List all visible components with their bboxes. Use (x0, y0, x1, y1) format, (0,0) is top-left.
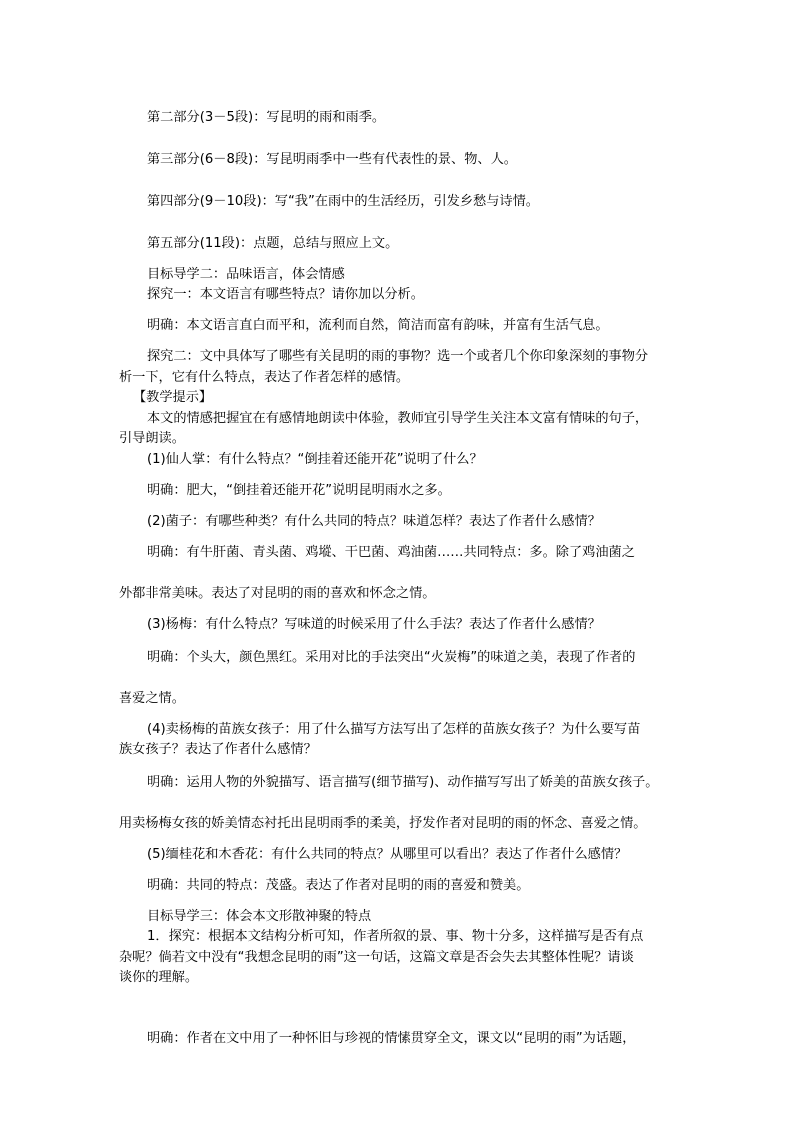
question-mushroom: (2)菌子：有哪些种类？有什么共同的特点？味道怎样？表达了作者什么感情？ (147, 514, 601, 529)
part-three-text: 第三部分(6－8段)：写昆明雨季中一些有代表性的景、物、人。 (147, 152, 517, 167)
teaching-tip-line-2: 引导朗读。 (119, 431, 185, 446)
question-cactus: (1)仙人掌：有什么特点？“倒挂着还能开花”说明了什么？ (147, 452, 483, 467)
answer-flowers: 明确：共同的特点：茂盛。表达了作者对昆明的雨的喜爱和赞美。 (147, 878, 530, 893)
question-flowers: (5)缅桂花和木香花：有什么共同的特点？从哪里可以看出？表达了作者什么感情？ (147, 847, 628, 862)
answer-girl-line-2: 用卖杨梅女孩的娇美情态衬托出昆明雨季的柔美，抒发作者对昆明的雨的怀念、喜爱之情。 (119, 816, 647, 831)
goal-three-heading: 目标导学三：体会本文形散神聚的特点 (147, 909, 372, 924)
inquiry-one-question: 探究一：本文语言有哪些特点？请你加以分析。 (147, 287, 424, 302)
part-two-text: 第二部分(3－5段)：写昆明的雨和雨季。 (147, 110, 386, 125)
goal-three-answer: 明确：作者在文中用了一种怀旧与珍视的情愫贯穿全文，课文以“昆明的雨”为话题， (147, 1031, 636, 1046)
question-bayberry: (3)杨梅：有什么特点？写味道的时候采用了什么手法？表达了作者什么感情？ (147, 617, 601, 632)
teaching-tip-heading: 【教学提示】 (133, 390, 213, 405)
part-four-text: 第四部分(9－10段)：写“我”在雨中的生活经历，引发乡愁与诗情。 (147, 194, 539, 209)
question-girl-line-1: (4)卖杨梅的苗族女孩子：用了什么描写方法写出了怎样的苗族女孩子？为什么要写苗 (147, 722, 641, 737)
part-five-text: 第五部分(11段)：点题，总结与照应上文。 (147, 236, 399, 251)
answer-bayberry-line-2: 喜爱之情。 (119, 691, 185, 706)
goal-two-heading: 目标导学二：品味语言，体会情感 (147, 267, 345, 282)
inquiry-one-answer: 明确：本文语言直白而平和，流利而自然，简洁而富有韵味，并富有生活气息。 (147, 318, 609, 333)
inquiry-two-line-1: 探究二：文中具体写了哪些有关昆明的雨的事物？选一个或者几个你印象深刻的事物分 (147, 349, 649, 364)
answer-mushroom-line-2: 外都非常美味。表达了对昆明的雨的喜欢和怀念之情。 (119, 586, 436, 601)
answer-girl-line-1: 明确：运用人物的外貌描写、语言描写(细节描写)、动作描写写出了娇美的苗族女孩子。 (147, 775, 659, 790)
teaching-tip-line-1: 本文的情感把握宜在有感情地朗读中体验，教师宜引导学生关注本文富有情味的句子， (147, 411, 649, 426)
goal-three-question-line-2: 杂呢？倘若文中没有“我想念昆明的雨”这一句话，这篇文章是否会失去其整体性呢？请谈 (119, 950, 634, 965)
answer-mushroom-line-1: 明确：有牛肝菌、青头菌、鸡㙡、干巴菌、鸡油菌……共同特点：多。除了鸡油菌之 (147, 545, 635, 560)
answer-bayberry-line-1: 明确：个头大，颜色黑红。采用对比的手法突出“火炭梅”的味道之美，表现了作者的 (147, 650, 636, 665)
question-girl-line-2: 族女孩子？表达了作者什么感情？ (119, 742, 317, 757)
goal-three-question-line-1: 1．探究：根据本文结构分析可知，作者所叙的景、事、物十分多，这样描写是否有点 (147, 929, 644, 944)
answer-cactus: 明确：肥大，“倒挂着还能开花”说明昆明雨水之多。 (147, 483, 451, 498)
inquiry-two-line-2: 析一下，它有什么特点，表达了作者怎样的感情。 (119, 370, 410, 385)
goal-three-question-line-3: 谈你的理解。 (119, 970, 199, 985)
